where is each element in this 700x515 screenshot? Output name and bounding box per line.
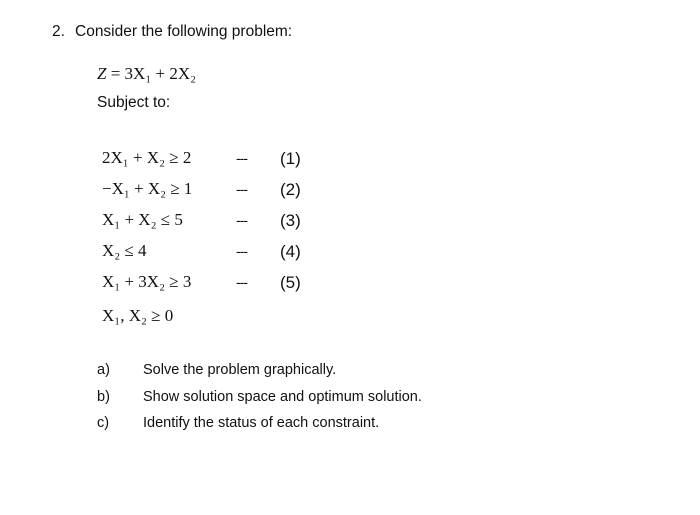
constraint-label: (4) [280,242,301,261]
constraint-label: (2) [280,180,301,199]
part-c [0,415,700,435]
constraint-row-1 [0,148,700,172]
constraint-label: (3) [280,211,301,230]
constraint-dash: --- [236,274,247,290]
part-text: Solve the problem graphically. [143,362,337,378]
part-b [0,389,700,409]
constraint-row-2 [0,179,700,203]
constraint-row-3 [0,210,700,234]
part-text: Identify the status of each constraint. [143,415,380,431]
constraint-expression: X₁ + 3X₂ ≥ 3 [102,272,192,291]
non-negativity-expression: X₁, X₂ ≥ 0 [102,306,174,325]
constraint-label: (5) [280,273,301,292]
objective-function [97,64,196,84]
constraint-expression: −X₁ + X₂ ≥ 1 [102,179,193,198]
constraint-dash: --- [236,243,247,259]
constraint-dash: --- [236,212,247,228]
part-label: c) [97,415,110,431]
constraint-expression: X₁ + X₂ ≤ 5 [102,210,183,229]
question-number: 2. [52,23,65,40]
constraint-row-4 [0,241,700,265]
part-label: b) [97,389,110,405]
constraint-expression: 2X₁ + X₂ ≥ 2 [102,148,192,167]
part-text: Show solution space and optimum solution. [143,389,422,405]
constraint-dash: --- [236,150,247,166]
subject-to-label: Subject to: [97,94,171,111]
part-a [0,362,700,382]
constraint-row-5 [0,272,700,296]
objective-expression: = 3X₁ + 2X₂ [110,64,197,83]
constraint-dash: --- [236,181,247,197]
constraint-expression: X₂ ≤ 4 [102,241,147,260]
part-label: a) [97,362,110,378]
constraint-label: (1) [280,149,301,168]
objective-variable: Z [97,64,107,83]
question-intro: Consider the following problem: [75,23,293,40]
non-negativity-row [0,306,700,330]
